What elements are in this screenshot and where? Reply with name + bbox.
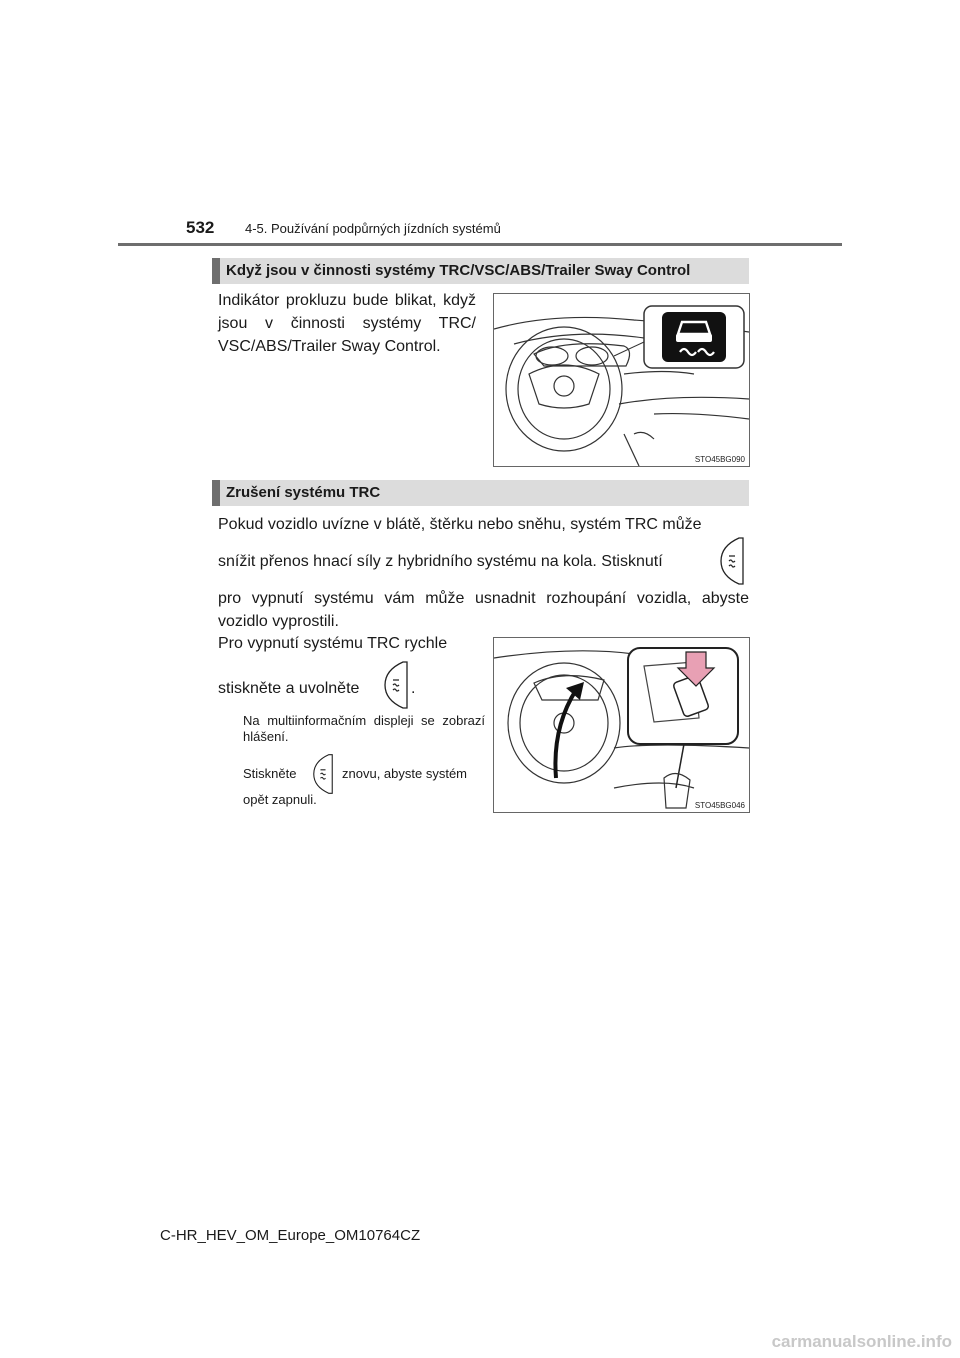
document-id: C-HR_HEV_OM_Europe_OM10764CZ: [160, 1227, 421, 1244]
note-press-again-a: Stiskněte: [243, 766, 297, 781]
watermark: carmanualsonline.info: [771, 1332, 952, 1351]
section-text-indicator: Indikátor prokluzu bude blikat, když jsou v činnosti systémy TRC/ VSC/ABS/Trailer Sway Control.: [218, 292, 476, 355]
figure-trc-off-button: [493, 637, 750, 813]
section-heading-active-systems: Když jsou v činnosti systémy TRC/VSC/ABS/Trailer Sway Control: [212, 258, 749, 284]
note-display-message: Na multiinformačním displeji se zobrazí hlášení.: [243, 713, 485, 744]
chapter-title: 4-5. Používání podpůrných jízdních systémů: [245, 221, 501, 236]
section-text-quick-line-2: stiskněte a uvolněte: [218, 680, 360, 697]
figure-code: STO45BG090: [694, 455, 745, 464]
trc-off-button-icon: [719, 536, 745, 591]
section-text-line-2: snížit přenos hnací síly z hybridního systému na kola. Stisknutí: [218, 553, 663, 570]
note-press-again-b: znovu, abyste systém: [342, 766, 467, 781]
trc-button-illustration: [494, 638, 749, 812]
figure-code: STO45BG046: [694, 801, 745, 810]
section-text-quick-end: .: [411, 680, 416, 697]
note-press-again-c: opět zapnuli.: [243, 792, 317, 807]
dashboard-illustration: [494, 294, 749, 466]
header-rule: [118, 243, 842, 246]
section-text-line-1: Pokud vozidlo uvízne v blátě, štěrku nebo sněhu, systém TRC může: [218, 516, 702, 533]
trc-off-button-icon-2: [383, 660, 409, 715]
section-text-line-3: pro vypnutí systému vám může usnadnit rozhoupání vozidla, abyste vozidlo vyprostili.: [218, 590, 749, 630]
figure-slip-indicator: [493, 293, 750, 467]
section-heading-trc-off: Zrušení systému TRC: [212, 480, 749, 506]
section-text-quick-line-1: Pro vypnutí systému TRC rychle: [218, 635, 448, 652]
page-number: 532: [186, 218, 215, 237]
